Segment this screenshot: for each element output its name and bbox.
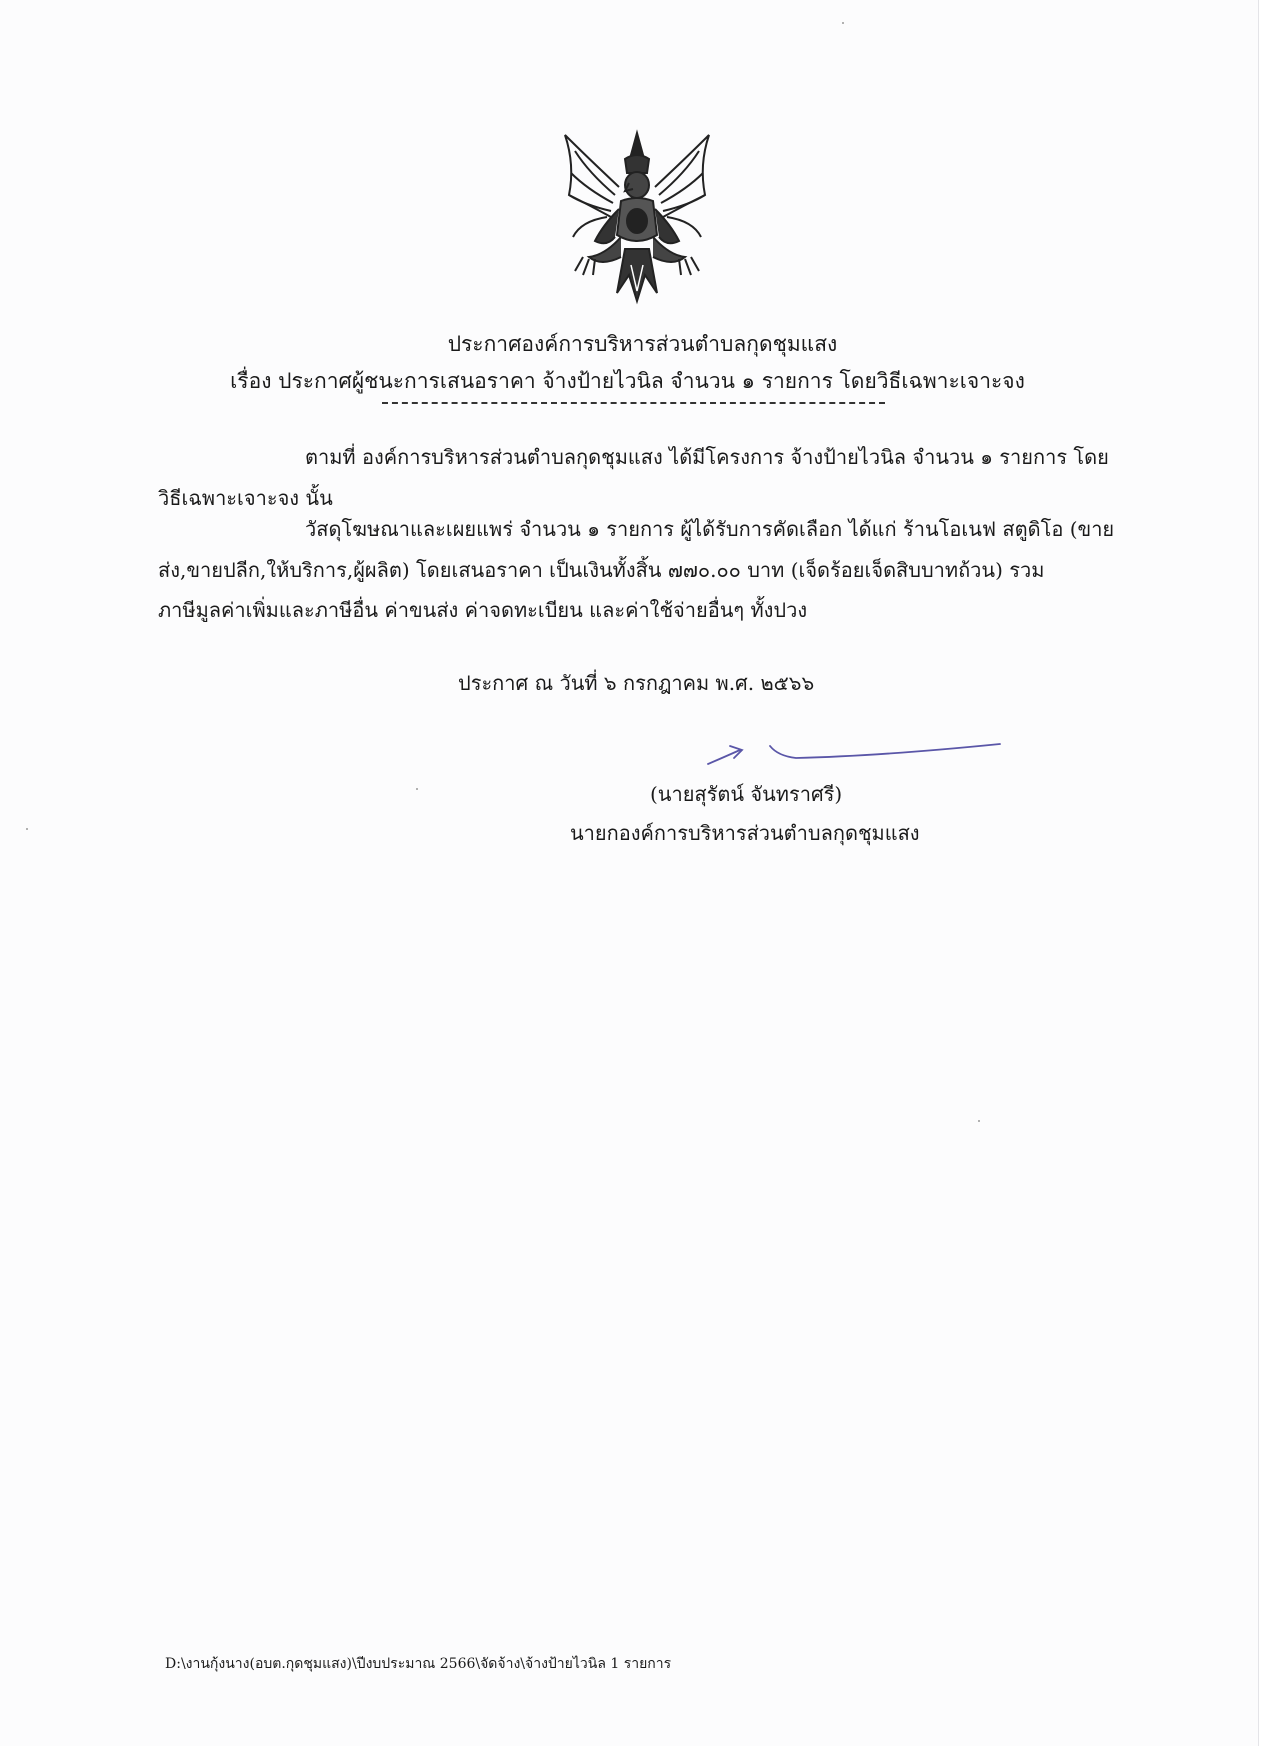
paragraph-2-line-2: ส่ง,ขายปลีก,ให้บริการ,ผู้ผลิต) โดยเสนอราคา เป็นเงินทั้งสิ้น ๗๗๐.๐๐ บาท (เจ็ดร้อยเจ็ดสิบบาทถ้วน) รวม <box>158 558 1045 582</box>
paragraph-1-line-2: วิธีเฉพาะเจาะจง นั้น <box>158 486 333 510</box>
dashed-divider <box>382 402 885 404</box>
paragraph-1-line-1: ตามที่ องค์การบริหารส่วนตำบลกุดชุมแสง ได้มีโครงการ จ้างป้ายไวนิล จำนวน ๑ รายการ โดย <box>305 445 1109 469</box>
signatory-name: (นายสุรัตน์ จันทราศรี) <box>650 782 843 806</box>
announcement-date: ประกาศ ณ วันที่ ๖ กรกฎาคม พ.ศ. ๒๕๖๖ <box>458 671 815 695</box>
paragraph-2-line-1: วัสดุโฆษณาและเผยแพร่ จำนวน ๑ รายการ ผู้ได้รับการคัดเลือก ได้แก่ ร้านโอเนฟ สตูดิโอ (ขาย <box>305 517 1115 541</box>
signatory-title: นายกองค์การบริหารส่วนตำบลกุดชุมแสง <box>570 821 920 845</box>
paper-speck <box>842 22 844 24</box>
announcement-heading: ประกาศองค์การบริหารส่วนตำบลกุดชุมแสง <box>447 332 838 356</box>
paper-speck <box>26 828 28 830</box>
paper-speck <box>416 788 418 790</box>
paragraph-2-line-3: ภาษีมูลค่าเพิ่มและภาษีอื่น ค่าขนส่ง ค่าจดทะเบียน และค่าใช้จ่ายอื่นๆ ทั้งปวง <box>158 598 808 622</box>
handwritten-signature <box>700 720 1010 780</box>
announcement-subject: เรื่อง ประกาศผู้ชนะการเสนอราคา จ้างป้ายไวนิล จำนวน ๑ รายการ โดยวิธีเฉพาะเจาะจง <box>230 369 1025 393</box>
footer-file-path: D:\งานกุ้งนาง(อบต.กุดชุมแสง)\ปีงบประมาณ 2566\จัดจ้าง\จ้างป้ายไวนิล 1 รายการ <box>165 1656 672 1672</box>
paper-speck <box>978 1120 980 1122</box>
garuda-emblem-icon <box>555 125 720 305</box>
